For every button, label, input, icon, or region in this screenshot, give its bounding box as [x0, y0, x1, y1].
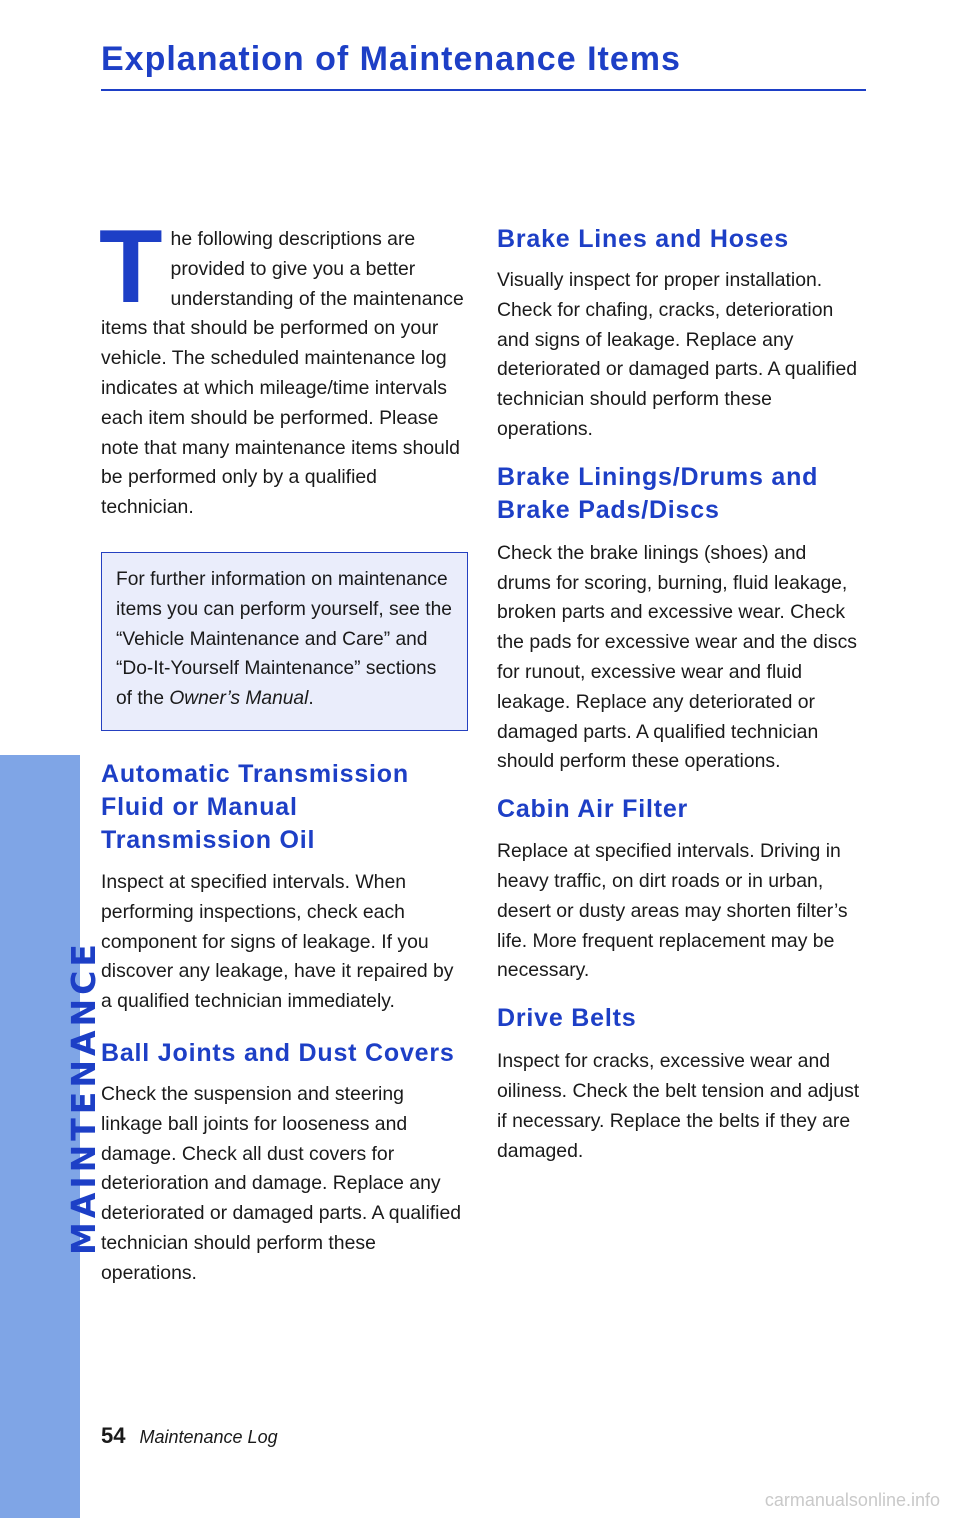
page-title: Explanation of Maintenance Items	[101, 40, 681, 78]
left-column	[99, 209, 468, 1289]
info-box-text	[116, 565, 457, 714]
section-drive-belts	[497, 1002, 865, 1166]
section-transmission	[101, 758, 468, 1017]
info-box-text-lead: For further information on maintenance items you can perform yourself, see the “Vehicle Maintenance and Care” and “Do-It-Yourself Maintenance” sections of the	[116, 568, 452, 710]
section-body: Visually inspect for proper installation. Check for chafing, cracks, deterioration and signs of leakage. Replace any deteriorated or damaged parts. A qualified technician should perform these operations.	[497, 269, 858, 440]
watermark: carmanualsonline.info	[764, 1490, 940, 1510]
side-tab-label: MAINTENANCE	[64, 940, 103, 1255]
right-column	[497, 225, 865, 1166]
section-heading: Ball Joints and Dust Covers	[101, 1038, 455, 1067]
info-box	[101, 552, 468, 731]
intro-text: he following descriptions are provided to give you a better understanding of the maintenance items that should be performed on your vehicle. The scheduled maintenance log indicates at which mileage/time intervals each item should be performed. Please note that many maintenance items should be performed only by a qualified technician.	[101, 228, 464, 519]
footer-label: Maintenance Log	[139, 1427, 278, 1447]
section-heading: Cabin Air Filter	[497, 795, 689, 824]
section-cabin-air-filter	[497, 793, 865, 986]
section-heading: Brake Linings/Drums and Brake Pads/Discs	[497, 462, 819, 524]
section-heading: Drive Belts	[497, 1004, 637, 1033]
section-body: Replace at specified intervals. Driving in heavy traffic, on dirt roads or in urban, desert or dusty areas may shorten filter’s life. More frequent replacement may be necessary.	[497, 840, 848, 982]
section-brake-linings	[497, 461, 865, 777]
page-footer	[101, 1423, 278, 1449]
section-body: Inspect at specified intervals. When performing inspections, check each component for signs of leakage. If you discover any leakage, have it repaired by a qualified technician immediately.	[101, 870, 454, 1013]
intro-paragraph	[99, 209, 468, 523]
title-divider	[101, 89, 866, 91]
section-brake-lines	[497, 223, 865, 445]
page-number: 54	[101, 1423, 126, 1448]
section-ball-joints	[101, 1037, 468, 1289]
section-body: Check the brake linings (shoes) and drums for scoring, burning, fluid leakage, broken parts and excessive wear. Check the pads for excessive wear and the discs for runout, excessive wear and fluid leakage. Replace any deteriorated or damaged parts. A qualified technician should perform these operations.	[497, 541, 857, 773]
section-body: Inspect for cracks, excessive wear and oiliness. Check the belt tension and adjust if necessary. Replace the belts if they are damaged.	[497, 1050, 860, 1162]
owners-manual-title: Owner’s Manual	[169, 688, 309, 710]
section-heading: Brake Lines and Hoses	[497, 225, 789, 253]
info-box-text-end: .	[308, 688, 314, 710]
section-heading: Automatic Transmission Fluid or Manual Transmission Oil	[101, 759, 409, 854]
section-body: Check the suspension and steering linkage ball joints for looseness and damage. Check all dust covers for deterioration and damage. Replace any deteriorated or damaged parts. A qualified technician should perform these operations.	[101, 1082, 462, 1284]
drop-cap: T	[99, 209, 163, 325]
